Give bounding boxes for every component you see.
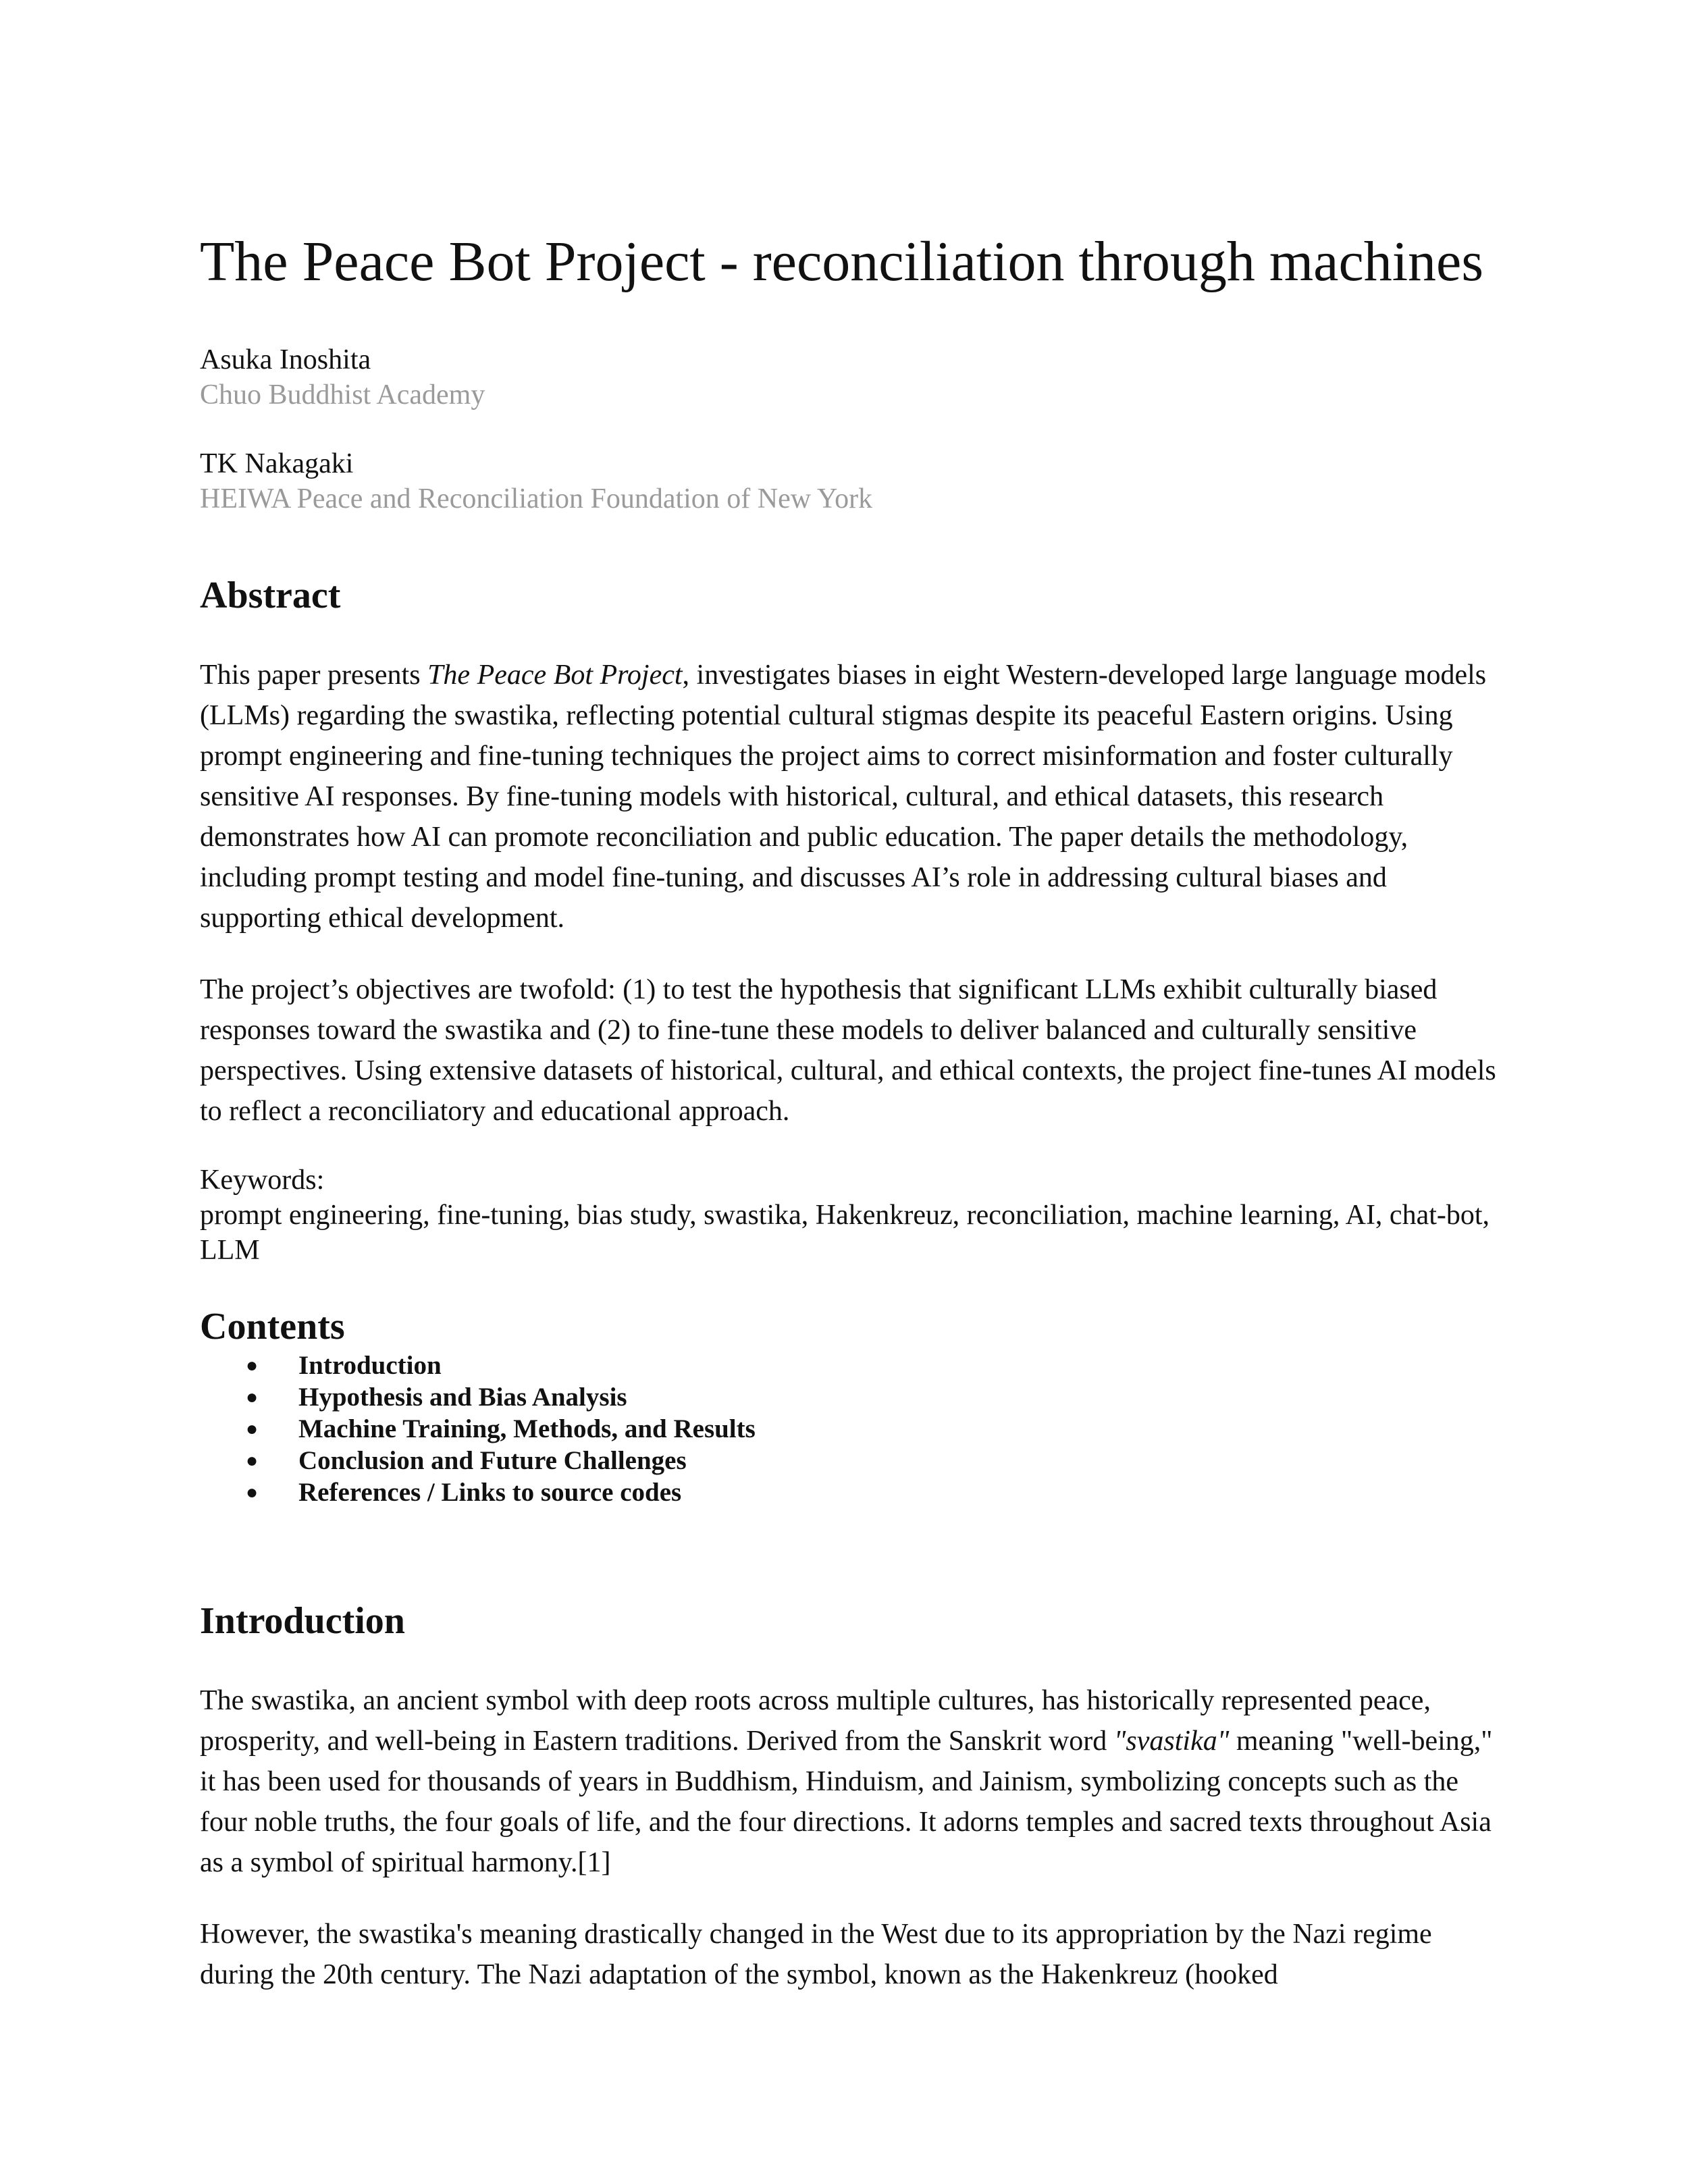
bullet-icon: ● — [246, 1417, 259, 1440]
introduction-text: meaning "well-being," it has been used for thousands of years in Buddhism, Hinduism, and Jainism, symbolizing concepts such as the four noble truths, the four goals of life, and the four directions. It adorns temples and sacred texts throughout Asia as a symbol of spiritual harmony.[1] — [200, 1726, 1493, 1879]
keywords-label: Keywords: — [200, 1164, 325, 1196]
author-affiliation: Chuo Buddhist Academy — [200, 379, 485, 410]
contents-item[interactable] — [200, 1476, 1496, 1508]
bullet-icon: ● — [246, 1354, 259, 1377]
sanskrit-term: "svastika" — [1113, 1726, 1230, 1757]
keywords-block — [200, 1163, 1496, 1268]
contents-heading: Contents — [200, 1305, 345, 1348]
author-name: Asuka Inoshita — [200, 344, 371, 375]
project-name: The Peace Bot Project — [427, 659, 683, 691]
contents-item[interactable] — [200, 1413, 1496, 1445]
bullet-icon: ● — [246, 1385, 259, 1408]
paper-title: The Peace Bot Project - reconciliation through machines — [200, 230, 1484, 293]
author-name: TK Nakagaki — [200, 448, 354, 479]
bullet-icon: ● — [246, 1481, 259, 1503]
bullet-icon: ● — [246, 1449, 259, 1472]
contents-item[interactable] — [200, 1381, 1496, 1413]
keywords-text: prompt engineering, fine-tuning, bias study, swastika, Hakenkreuz, reconciliation, machine learning, AI, chat-bot, LLM — [200, 1199, 1490, 1266]
introduction-text: The swastika, an ancient symbol with deep roots across multiple cultures, has historically represented peace, prosperity, and well-being in Eastern traditions. Derived from the Sanskrit word — [200, 1685, 1431, 1757]
abstract-paragraph: The project’s objectives are twofold: (1) to test the hypothesis that significant LLMs exhibit culturally biased responses toward the swastika and (2) to fine-tune these models to deliver balanced and culturally sensitive perspectives. Using extensive datasets of historical, cultural, and ethical contexts, the project fine-tunes AI models to reflect a reconciliatory and educational approach. — [200, 974, 1496, 1127]
author-block — [200, 446, 1496, 516]
introduction-paragraph — [200, 1680, 1496, 1883]
abstract-paragraph — [200, 655, 1496, 938]
contents-item[interactable] — [200, 1350, 1496, 1381]
contents-item[interactable] — [200, 1445, 1496, 1476]
contents-item-label: Machine Training, Methods, and Results — [298, 1414, 756, 1443]
author-affiliation: HEIWA Peace and Reconciliation Foundation of New York — [200, 483, 873, 514]
paper-page — [200, 230, 1496, 2026]
introduction-paragraph: However, the swastika's meaning drastically changed in the West due to its appropriation by the Nazi regime during the 20th century. The Nazi adaptation of the symbol, known as the Hakenkreuz (hooked — [200, 1919, 1432, 1991]
author-block — [200, 342, 1496, 412]
introduction-heading: Introduction — [200, 1599, 405, 1642]
contents-item-label: References / Links to source codes — [298, 1477, 682, 1507]
contents-list — [200, 1350, 1496, 1508]
contents-item-label: Hypothesis and Bias Analysis — [298, 1382, 627, 1412]
abstract-heading: Abstract — [200, 574, 341, 616]
abstract-text: , investigates biases in eight Western-developed large language models (LLMs) regarding the swastika, reflecting potential cultural stigmas despite its peaceful Eastern origins. Using prompt engineering and fine-tuning techniques the project aims to correct misinformation and foster culturally sensitive AI responses. By fine-tuning models with historical, cultural, and ethical datasets, this research demonstrates how AI can promote reconciliation and public education. The paper details the methodology, including prompt testing and model fine-tuning, and discusses AI’s role in addressing cultural biases and supporting ethical development. — [200, 659, 1487, 934]
abstract-text: This paper presents — [200, 659, 428, 691]
contents-item-label: Conclusion and Future Challenges — [298, 1445, 687, 1475]
contents-item-label: Introduction — [298, 1350, 442, 1380]
